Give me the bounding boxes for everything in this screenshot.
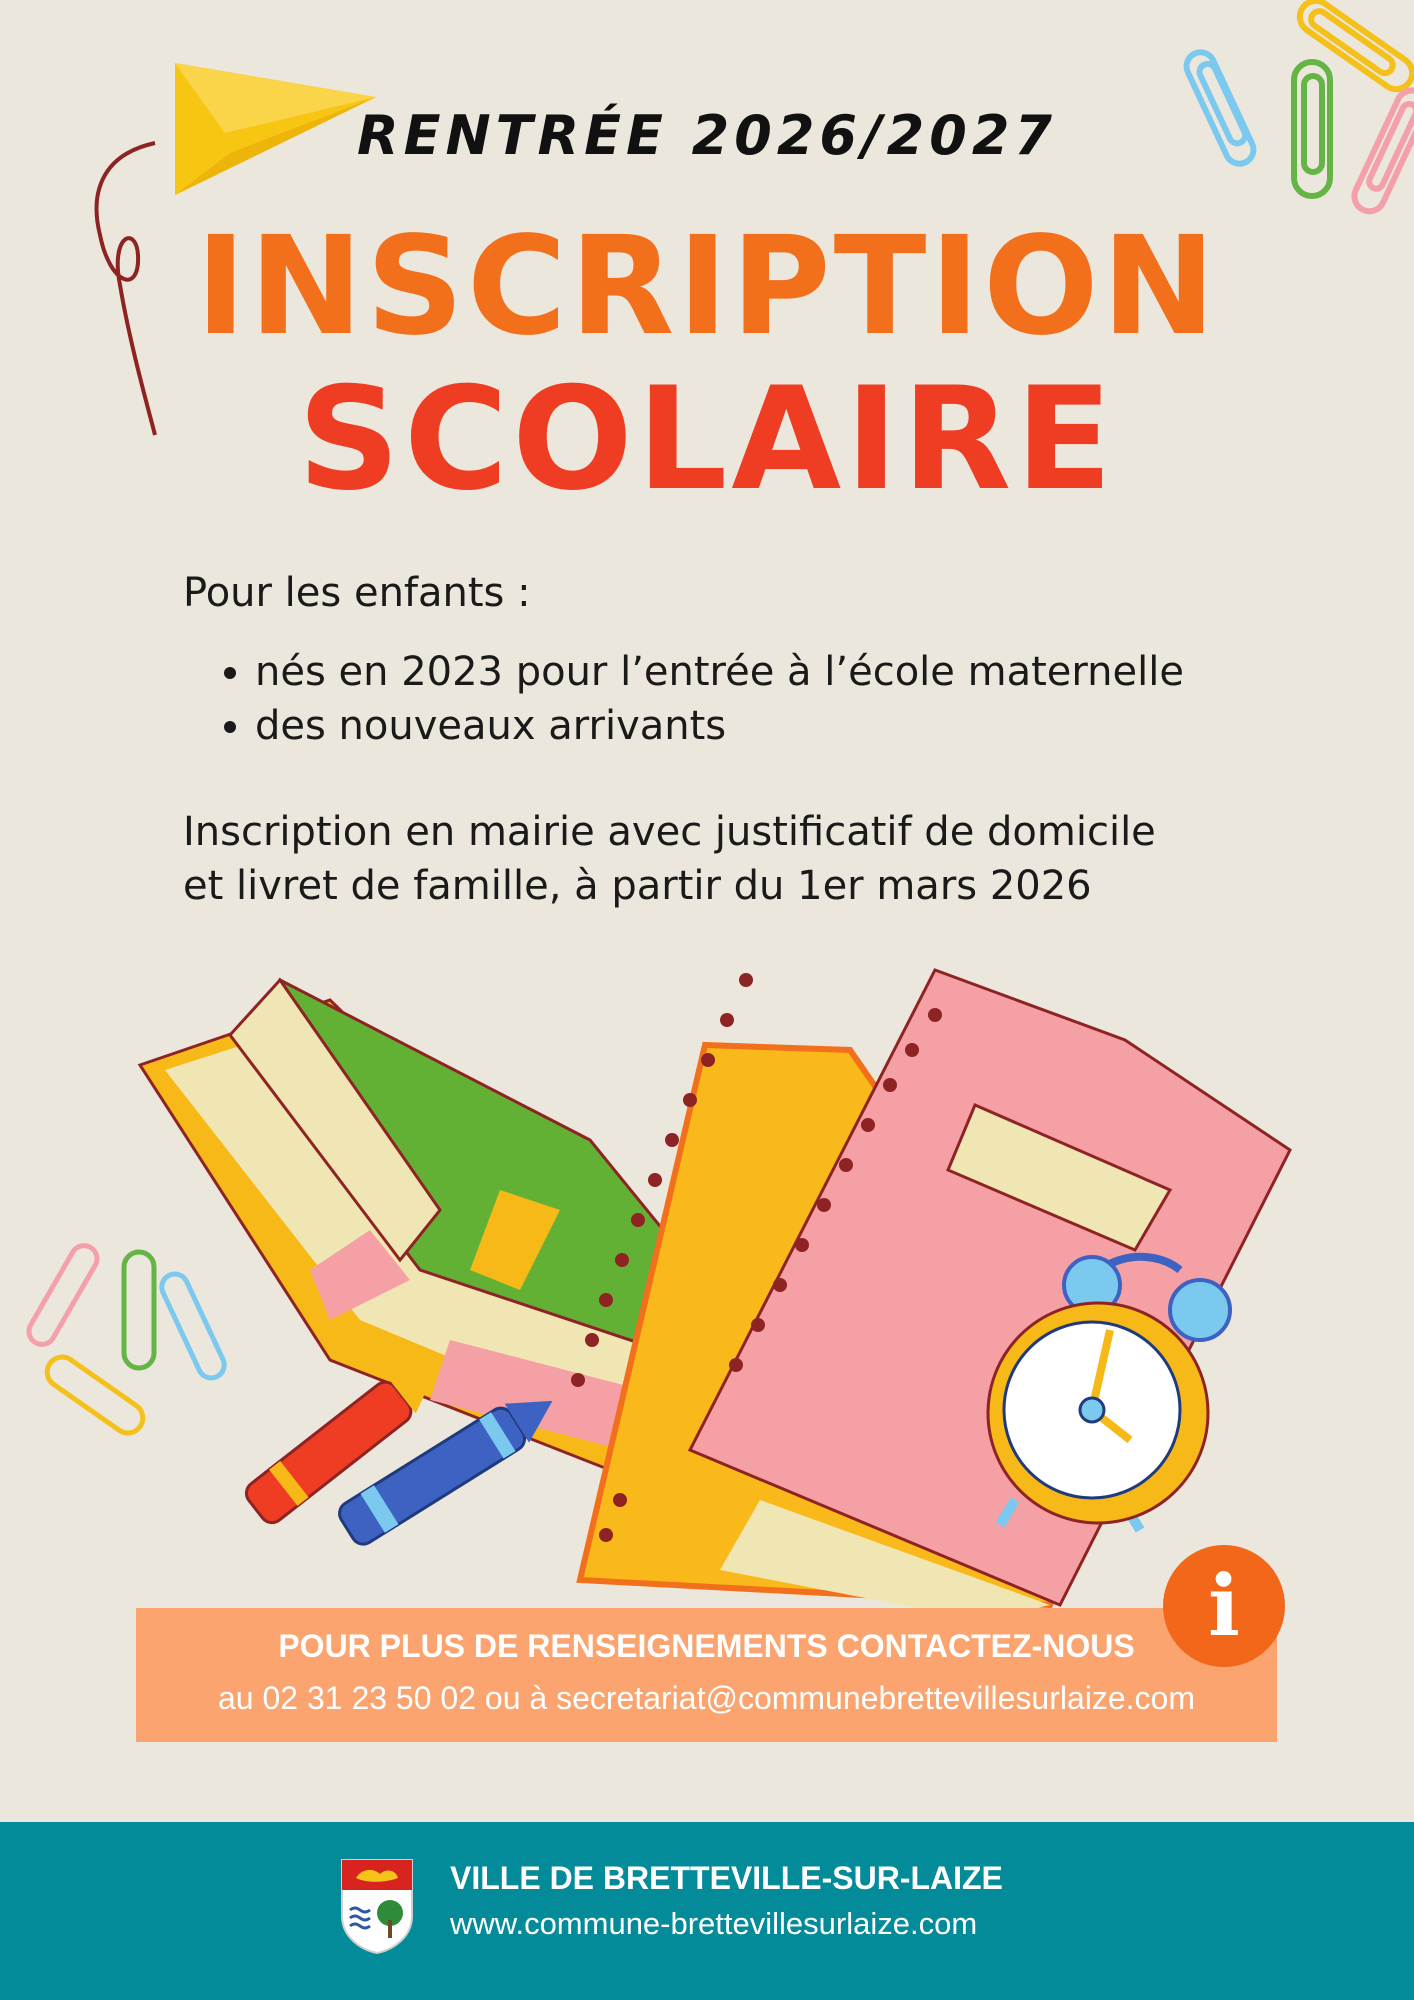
info-icon: i (1163, 1545, 1285, 1667)
title-scolaire: SCOLAIRE (297, 357, 1117, 522)
town-name: VILLE DE BRETTEVILLE-SUR-LAIZE (450, 1860, 1003, 1896)
website-link[interactable]: www.commune-brettevillesurlaize.com (450, 1906, 978, 1941)
contact-title: POUR PLUS DE RENSEIGNEMENTS CONTACTEZ-NOUS (278, 1628, 1135, 1664)
list-item: • des nouveaux arrivants (255, 699, 1184, 753)
eligibility-list (205, 645, 1184, 753)
list-item: • nés en 2023 pour l’entrée à l’école maternelle (255, 645, 1184, 699)
title-inscription: INSCRIPTION (195, 208, 1219, 366)
registration-details (183, 805, 1283, 913)
contact-details[interactable]: au 02 31 23 50 02 ou à secretariat@communebrettevillesurlaize.com (217, 1680, 1195, 1716)
footer (0, 1822, 1414, 2000)
school-supplies-illustration (0, 940, 1414, 1620)
details-line: Inscription en mairie avec justificatif de domicile (183, 809, 1156, 855)
town-crest-icon (340, 1858, 414, 1954)
school-year-subtitle: RENTRÉE 2026/2027 (357, 104, 1057, 167)
details-line: et livret de famille, à partir du 1er mars 2026 (183, 863, 1092, 909)
intro-text: Pour les enfants : (183, 570, 531, 616)
contact-box (136, 1608, 1277, 1742)
